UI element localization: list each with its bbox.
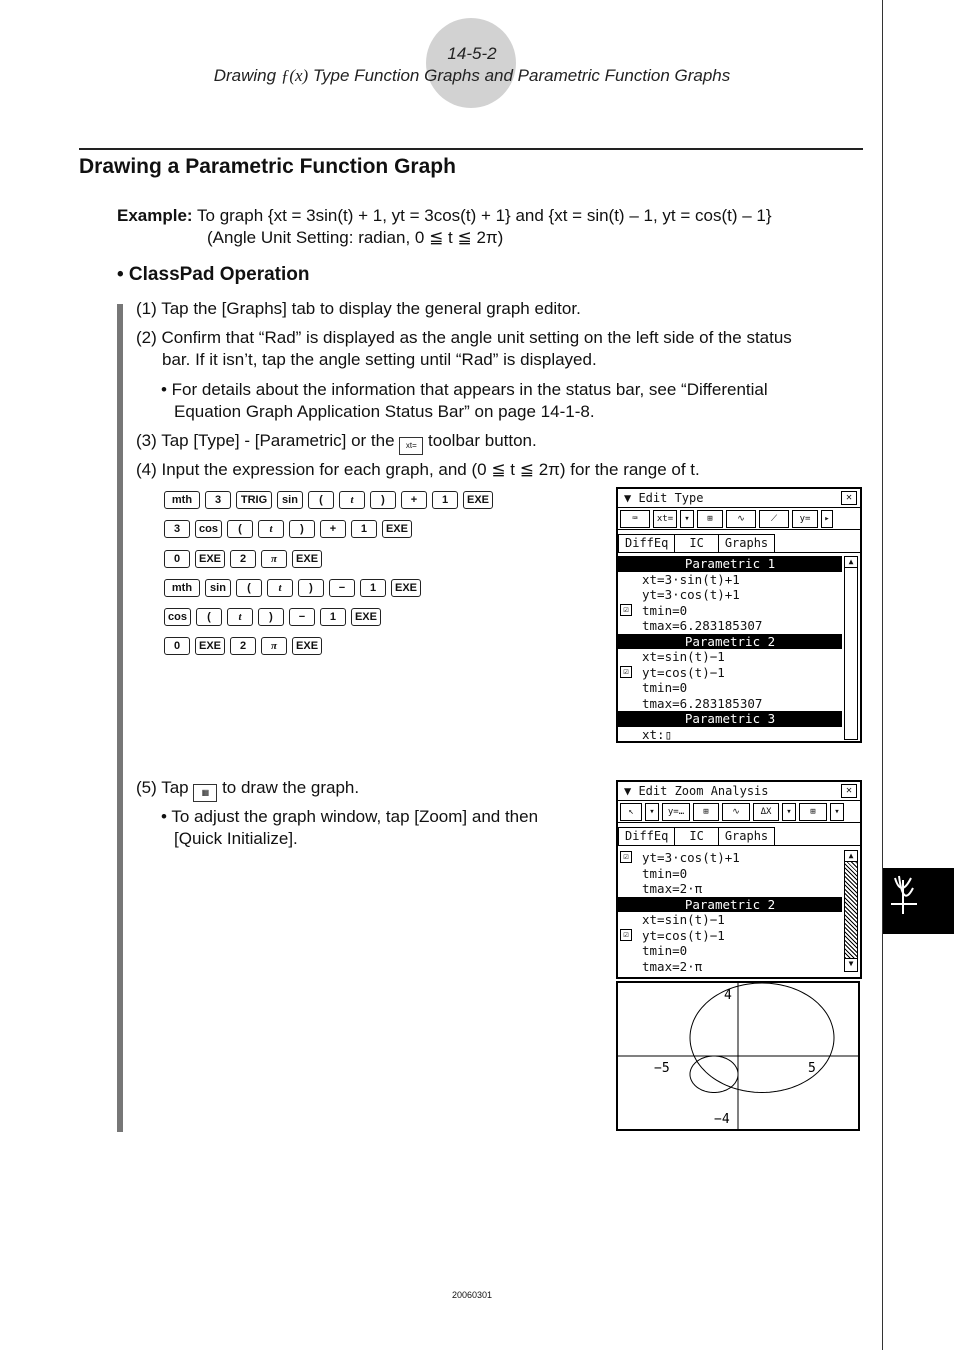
operation-bar: [117, 304, 123, 1132]
editor-line[interactable]: tmin=0: [642, 943, 688, 958]
key-sequence-2: [164, 519, 412, 539]
tab-graphs[interactable]: Graphs: [718, 827, 775, 845]
parametric-2-header: Parametric 2: [618, 897, 842, 913]
parametric-1-header: Parametric 1: [618, 556, 842, 572]
editor-line[interactable]: ☑ yt=3·cos(t)+1: [618, 850, 860, 866]
key-1: 1: [320, 608, 346, 626]
xmax-label: 5: [808, 1061, 816, 1076]
tab-bar: [618, 534, 860, 553]
key-trig: TRIG: [236, 491, 272, 509]
key-rparen: ): [258, 608, 284, 626]
key-pi: π: [261, 637, 287, 655]
step-2-note-cont: Equation Graph Application Status Bar” on page 14-1-8.: [174, 402, 595, 421]
graph-window-icon[interactable]: ⊞: [693, 803, 719, 821]
key-t: t: [227, 608, 253, 626]
menu-bar: ▼ Edit Type ✕: [618, 489, 860, 508]
section-rule: [79, 148, 863, 150]
editor-line[interactable]: tmin=0: [642, 865, 688, 881]
key-0: 0: [164, 550, 190, 568]
toolbar: [618, 508, 860, 530]
dropdown-icon[interactable]: ▾: [645, 803, 659, 821]
dropdown-icon[interactable]: ▾: [680, 510, 694, 528]
key-t: t: [339, 491, 365, 509]
editor-line[interactable]: yt=3·cos(t)+1: [642, 587, 740, 602]
editor-line[interactable]: tmax=2·π: [642, 881, 703, 896]
example-line: [117, 205, 772, 227]
editor-line[interactable]: xt=sin(t)−1: [642, 649, 725, 664]
key-plus: +: [401, 491, 427, 509]
graph-window-icon[interactable]: ⊞: [697, 510, 723, 528]
key-sequence-5: [164, 607, 381, 627]
example-subtext: (Angle Unit Setting: radian, 0 ≦ t ≦ 2π): [207, 228, 504, 247]
step-5: (5) Tap ▦ to draw the graph.: [136, 777, 359, 802]
tab-diffeq[interactable]: DiffEq: [618, 534, 675, 552]
parametric-curve-1: [690, 983, 834, 1093]
editor-line[interactable]: tmax=6.283185307: [642, 695, 763, 711]
draw-graph-icon[interactable]: ∿: [726, 510, 756, 528]
graph-window[interactable]: [616, 981, 860, 1131]
dropdown-icon[interactable]: ▾: [782, 803, 796, 821]
editor-line[interactable]: ☑ yt=cos(t)−1: [618, 665, 860, 681]
example-text: To graph {xt = 3sin(t) + 1, yt = 3cos(t) + 1} and {xt = sin(t) – 1, yt = cos(t) – 1}: [197, 206, 772, 225]
scroll-right-icon[interactable]: ▸: [821, 510, 833, 528]
key-sequence-3: [164, 549, 322, 569]
tab-ic[interactable]: IC: [674, 534, 718, 552]
key-3: 3: [205, 491, 231, 509]
table-icon[interactable]: ⊞: [799, 803, 827, 821]
editor-line[interactable]: xt:▯: [642, 726, 673, 742]
parametric-curve-2: [690, 1056, 738, 1093]
key-exe: EXE: [463, 491, 493, 509]
checkbox-icon[interactable]: ☑: [620, 929, 632, 941]
menu-bar: ▼ Edit Zoom Analysis ✕: [618, 782, 860, 801]
key-sequence-1: [164, 490, 493, 510]
step-5-note-cont: [Quick Initialize].: [174, 829, 298, 848]
checkbox-icon[interactable]: ☑: [620, 604, 632, 616]
line-icon[interactable]: ⟋: [759, 510, 789, 528]
key-lparen: (: [308, 491, 334, 509]
key-sin: sin: [205, 579, 231, 597]
key-exe: EXE: [195, 637, 225, 655]
step-2: (2) Confirm that “Rad” is displayed as the angle unit setting on the left side of the status: [136, 328, 792, 347]
screenshot-edit-zoom-analysis: [616, 780, 862, 979]
tab-diffeq[interactable]: DiffEq: [618, 827, 675, 845]
key-cos: cos: [164, 608, 191, 626]
key-exe: EXE: [195, 550, 225, 568]
parametric-2-header: Parametric 2: [618, 634, 842, 650]
step-3: (3) Tap [Type] - [Parametric] or the xt= toolbar button.: [136, 430, 537, 455]
example-label: Example:: [117, 206, 193, 225]
key-t: t: [267, 579, 293, 597]
key-mth: mth: [164, 491, 200, 509]
xmin-label: −5: [654, 1061, 670, 1076]
dropdown-icon[interactable]: ▾: [830, 803, 844, 821]
key-cos: cos: [195, 520, 222, 538]
key-minus: −: [289, 608, 315, 626]
step-4: (4) Input the expression for each graph, and (0 ≦ t ≦ 2π) for the range of t.: [136, 460, 700, 479]
key-exe: EXE: [391, 579, 421, 597]
y-equals-icon[interactable]: y=: [792, 510, 818, 528]
key-sequence-4: [164, 578, 421, 598]
editor-line[interactable]: ☑ tmin=0: [618, 603, 860, 619]
editor-line[interactable]: ☑ yt=cos(t)−1: [618, 928, 860, 944]
section-heading: Drawing a Parametric Function Graph: [79, 155, 456, 178]
key-plus: +: [320, 520, 346, 538]
key-3: 3: [164, 520, 190, 538]
key-sin: sin: [277, 491, 303, 509]
step-2-note: • For details about the information that appears in the status bar, see “Differential: [161, 380, 768, 399]
tab-graphs[interactable]: Graphs: [718, 534, 775, 552]
screenshot-edit-type: [616, 487, 862, 743]
key-0: 0: [164, 637, 190, 655]
key-exe: EXE: [382, 520, 412, 538]
key-rparen: ): [370, 491, 396, 509]
trace-icon[interactable]: ∿: [722, 803, 750, 821]
tab-ic[interactable]: IC: [674, 827, 718, 845]
key-mth: mth: [164, 579, 200, 597]
ymax-label: 4: [724, 988, 732, 1003]
key-2: 2: [230, 637, 256, 655]
right-margin-rule: [882, 0, 883, 1350]
draw-graph-icon: ▦: [193, 784, 217, 802]
editor-line[interactable]: tmin=0: [642, 680, 688, 695]
key-t: t: [258, 520, 284, 538]
key-sequence-6: [164, 636, 322, 656]
operation-heading: • ClassPad Operation: [117, 264, 310, 285]
key-2: 2: [230, 550, 256, 568]
ymin-label: −4: [714, 1112, 730, 1127]
key-lparen: (: [227, 520, 253, 538]
editor-line[interactable]: tmax=6.283185307: [642, 618, 763, 633]
close-icon[interactable]: ✕: [841, 491, 857, 505]
key-rparen: ): [289, 520, 315, 538]
step-5-note: • To adjust the graph window, tap [Zoom] and then: [161, 807, 539, 826]
y-equals-icon[interactable]: y=…: [662, 803, 690, 821]
page-header-title: Drawing ƒ(x) Type Function Graphs and Parametric Function Graphs: [213, 66, 731, 85]
chapter-tab-icon: [883, 868, 954, 934]
editor-line[interactable]: xt=sin(t)−1: [642, 912, 725, 927]
checkbox-icon[interactable]: ☑: [620, 666, 632, 678]
key-exe: EXE: [351, 608, 381, 626]
key-1: 1: [360, 579, 386, 597]
key-1: 1: [351, 520, 377, 538]
editor-line[interactable]: tmax=2·π: [642, 958, 703, 974]
delta-x-icon[interactable]: ΔX: [753, 803, 779, 821]
checkbox-icon[interactable]: ☑: [620, 851, 632, 863]
step-2-cont: bar. If it isn’t, tap the angle setting until “Rad” is displayed.: [162, 350, 597, 369]
key-minus: −: [329, 579, 355, 597]
page-number: 14-5-2: [447, 44, 497, 63]
key-lparen: (: [236, 579, 262, 597]
editor-line[interactable]: xt=3·sin(t)+1: [642, 571, 740, 587]
parametric-3-header: Parametric 3: [618, 711, 842, 727]
pointer-icon[interactable]: ↖: [620, 803, 642, 821]
toolbar: [618, 801, 860, 823]
scrollbar[interactable]: ▲: [844, 556, 858, 740]
key-1: 1: [432, 491, 458, 509]
key-lparen: (: [196, 608, 222, 626]
step-1: (1) Tap the [Graphs] tab to display the general graph editor.: [136, 299, 581, 318]
tab-bar: [618, 827, 860, 846]
key-exe: EXE: [292, 550, 322, 568]
parametric-toolbar-icon: xt=: [399, 437, 423, 455]
key-exe: EXE: [292, 637, 322, 655]
keyboard-icon[interactable]: ⌨: [620, 510, 650, 528]
key-pi: π: [261, 550, 287, 568]
scrollbar[interactable]: ▲ ▼: [844, 850, 858, 972]
footer-code: 20060301: [451, 1290, 493, 1300]
key-rparen: ): [298, 579, 324, 597]
close-icon[interactable]: ✕: [841, 784, 857, 798]
parametric-type-icon[interactable]: xt=: [653, 510, 677, 528]
parametric-graph: [618, 983, 858, 1129]
